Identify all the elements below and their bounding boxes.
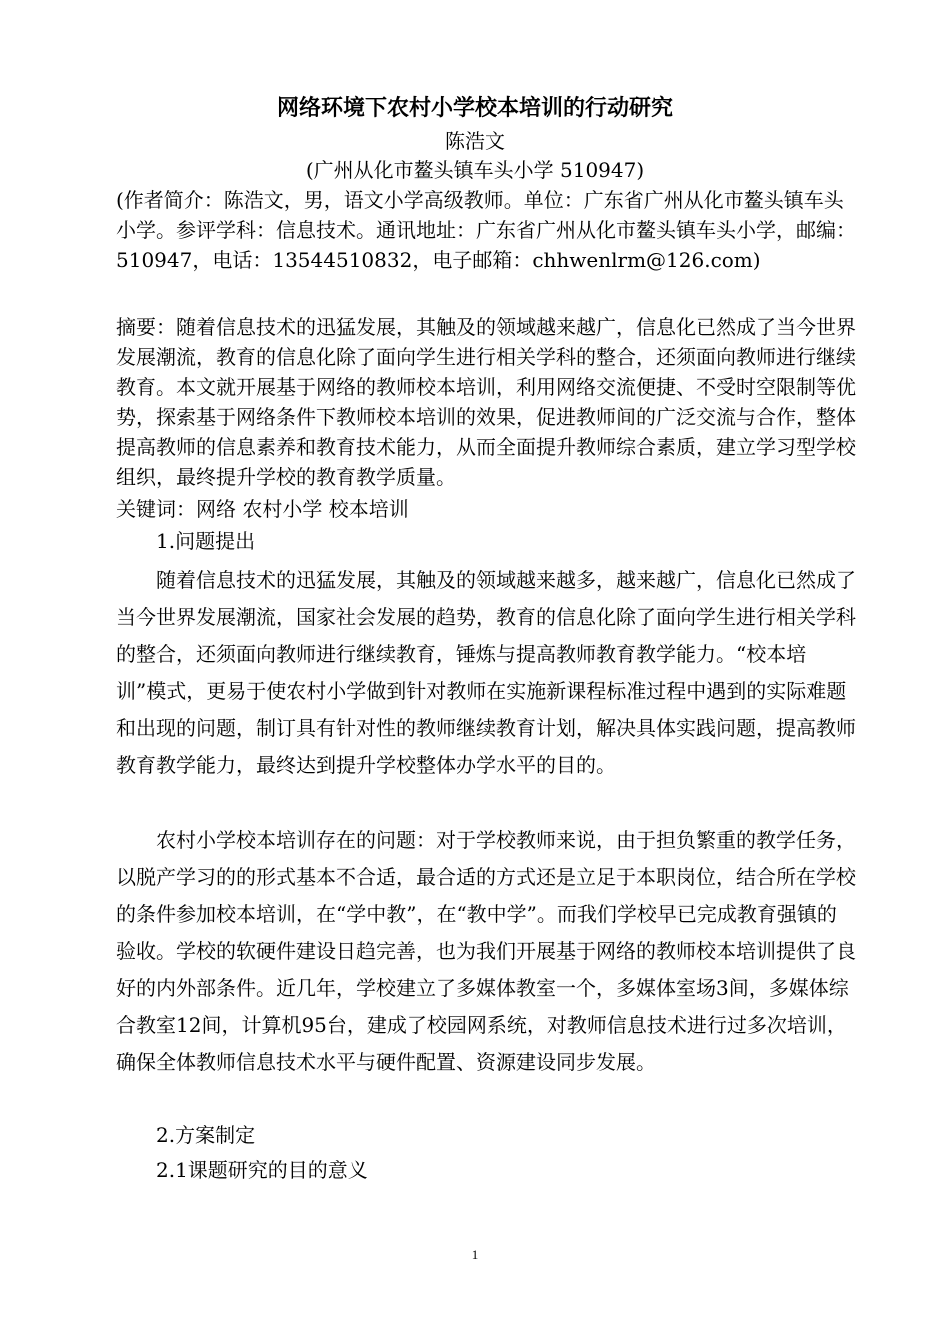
author-name: 陈浩文 bbox=[445, 129, 505, 153]
author-bio: (作者简介：陈浩文，男，语文小学高级教师。单位：广东省广州从化市鳌头镇车头小学。参评学科：信息技术。通讯地址：广东省广州从化市鳌头镇车头小学，邮编：510947，电话：13544510832，电子邮箱：chhwenlrm@126.com) bbox=[116, 188, 856, 272]
section-heading-1: 1.问题提出 bbox=[156, 529, 256, 553]
body-paragraph-1: 随着信息技术的迅猛发展，其触及的领域越来越多，越来越广，信息化已然成了当今世界发展潮流，国家社会发展的趋势，教育的信息化除了面向学生进行相关学科的整合，还须面向教师进行继续教育，锤炼与提高教师教育教学能力。“校本培训”模式，更易于使农村小学做到针对教师在实施新课程标准过程中遇到的实际难题和出现的问题，制订具有针对性的教师继续教育计划，解决具体实践问题，提高教师教育教学能力，最终达到提升学校整体办学水平的目的。 bbox=[116, 568, 856, 777]
section-heading-2: 2.方案制定 bbox=[156, 1123, 256, 1147]
subsection-heading-2-1: 2.1课题研究的目的意义 bbox=[156, 1158, 368, 1182]
document-title: 网络环境下农村小学校本培训的行动研究 bbox=[276, 96, 673, 121]
body-paragraph-2: 农村小学校本培训存在的问题：对于学校教师来说，由于担负繁重的教学任务，以脱产学习的的形式基本不合适，最合适的方式还是立足于本职岗位，结合所在学校的条件参加校本培训，在“学中教”，在“教中学”。而我们学校早已完成教育强镇的验收。学校的软硬件建设日趋完善，也为我们开展基于网络的教师校本培训提供了良好的内外部条件。近几年，学校建立了多媒体教室一个，多媒体室场3间，多媒体综合教室12间，计算机95台，建成了校园网系统，对教师信息技术进行过多次培训，确保全体教师信息技术水平与硬件配置、资源建设同步发展。 bbox=[116, 828, 856, 1074]
abstract-paragraph: 摘要：随着信息技术的迅猛发展，其触及的领域越来越广，信息化已然成了当今世界发展潮流，教育的信息化除了面向学生进行相关学科的整合，还须面向教师进行继续教育。本文就开展基于网络的教师校本培训，利用网络交流便捷、不受时空限制等优势，探索基于网络条件下教师校本培训的效果，促进教师间的广泛交流与合作，整体提高教师的信息素养和教育技术能力，从而全面提升教师综合素质，建立学习型学校组织，最终提升学校的教育教学质量。 bbox=[116, 315, 856, 489]
keywords-line: 关键词：网络 农村小学 校本培训 bbox=[116, 497, 409, 521]
page-number: 1 bbox=[471, 1247, 479, 1262]
author-affiliation: (广州从化市鳌头镇车头小学 510947) bbox=[305, 158, 645, 182]
